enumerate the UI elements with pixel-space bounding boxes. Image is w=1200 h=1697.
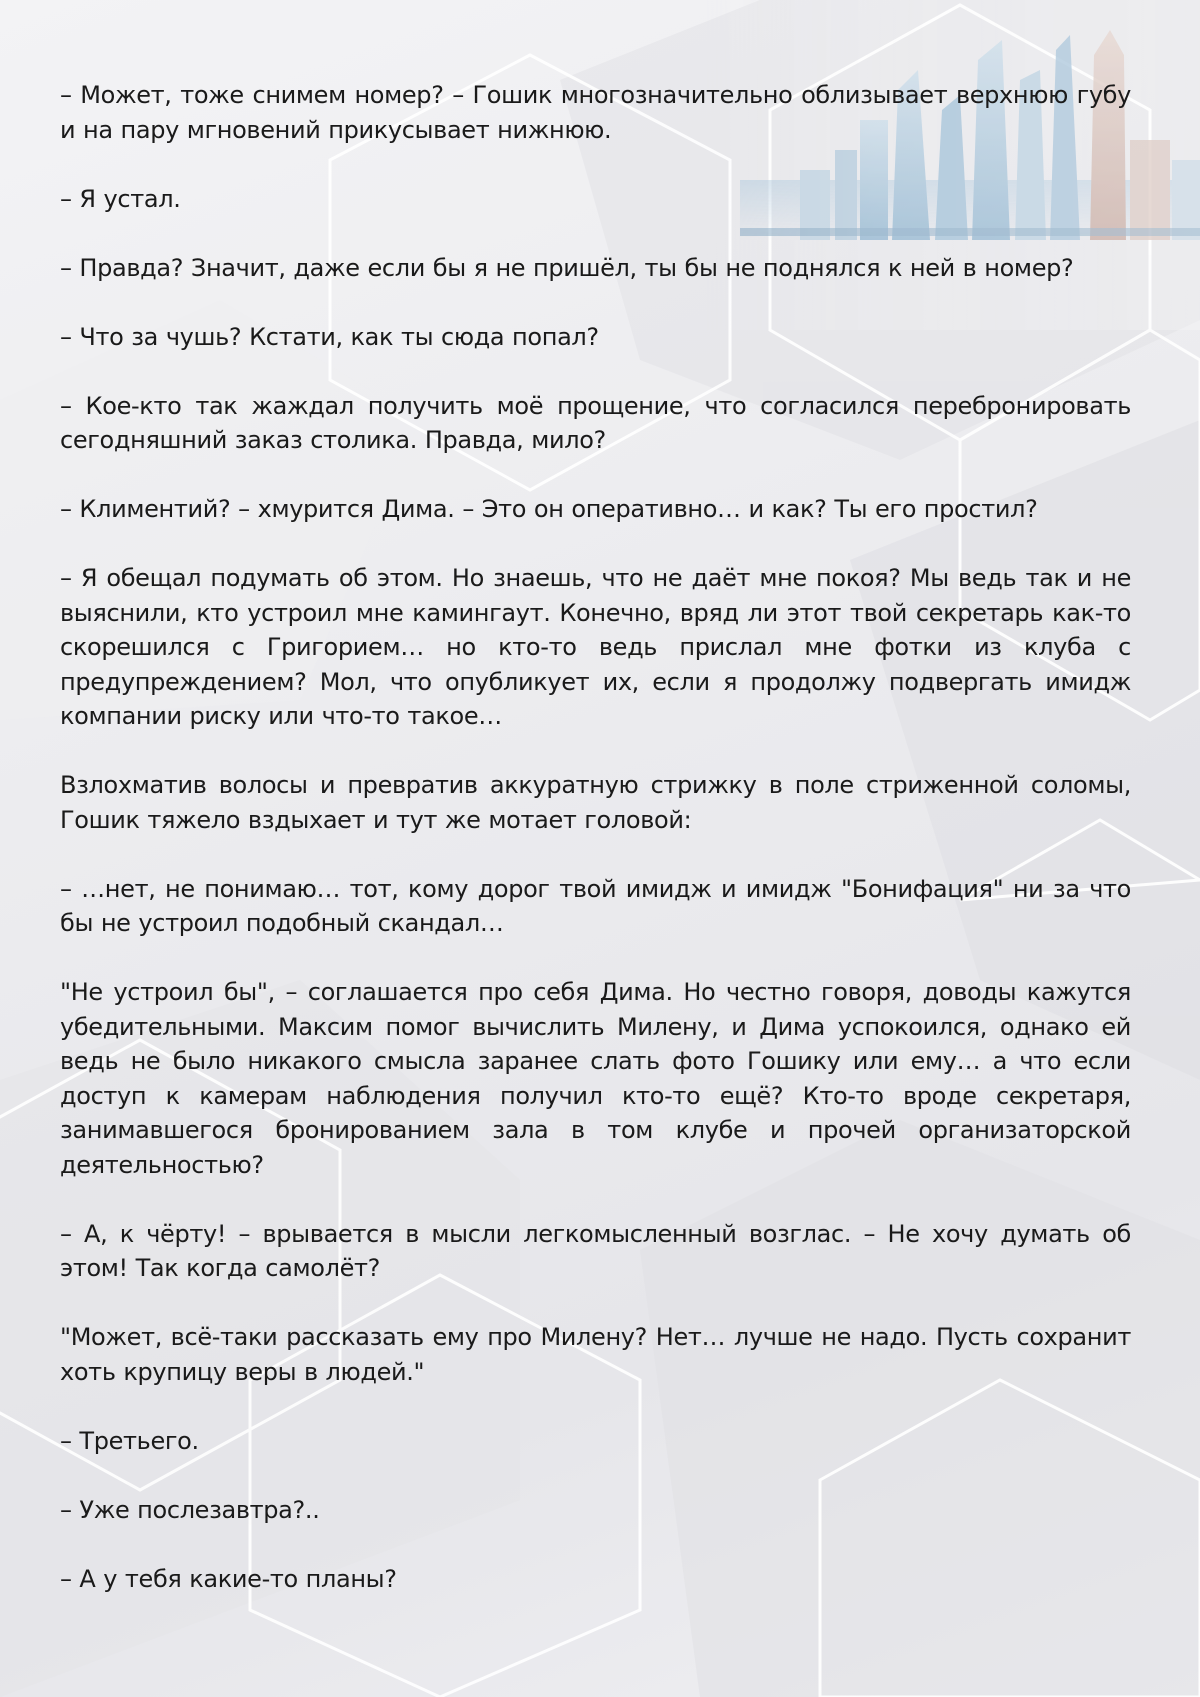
paragraph: – А, к чёрту! – врывается в мысли легкомысленный возглас. – Не хочу думать об этом! Так когда самолёт? [60, 1219, 1131, 1282]
paragraph: – Я обещал подумать об этом. Но знаешь, что не даёт мне покоя? Мы ведь так и не выяснили, кто устроил мне камингаут. Конечно, вряд ли этот твой секретарь как-то скорешился с Григорием… но кто-то ведь прислал мне фотки из клуба с предупреждением? Мол, что опубликует их, если я продолжу подвергать имидж компании риску или что-то такое… [60, 564, 1131, 730]
paragraph: – Кое-кто так жаждал получить моё прощение, что согласился перебронировать сегодняшний заказ столика. Правда, мило? [60, 391, 1131, 454]
paragraph: – Что за чушь? Кстати, как ты сюда попал? [60, 322, 599, 351]
paragraph: – А у тебя какие-то планы? [60, 1564, 397, 1593]
document-body [60, 78, 1131, 1631]
paragraph: "Не устроил бы", – соглашается про себя Дима. Но честно говоря, доводы кажутся убедительными. Максим помог вычислить Милену, и Дима успокоился, однако ей ведь не было никакого смысла заранее слать фото Гошику или ему… а что если доступ к камерам наблюдения получил кто-то ещё? Кто-то вроде секретаря, занимавшегося бронированием зала в том клубе и прочей организаторской деятельностью? [60, 978, 1131, 1179]
paragraph: – Третьего. [60, 1426, 199, 1455]
paragraph: Взлохматив волосы и превратив аккуратную стрижку в поле стриженной соломы, Гошик тяжело вздыхает и тут же мотает головой: [60, 771, 1131, 834]
paragraph: "Может, всё-таки рассказать ему про Милену? Нет… лучше не надо. Пусть сохранит хоть крупицу веры в людей." [60, 1323, 1131, 1386]
paragraph: – Климентий? – хмурится Дима. – Это он оперативно… и как? Ты его простил? [60, 495, 1038, 523]
paragraph: – Правда? Значит, даже если бы я не пришёл, ты бы не поднялся к ней в номер? [60, 253, 1074, 282]
paragraph: – Уже послезавтра?.. [60, 1495, 320, 1524]
paragraph: – Может, тоже снимем номер? – Гошик многозначительно облизывает верхнюю губу и на пару мгновений прикусывает нижнюю. [60, 81, 1131, 144]
paragraph: – Я устал. [60, 184, 181, 213]
paragraph: – …нет, не понимаю… тот, кому дорог твой имидж и имидж "Бонифация" ни за что бы не устроил подобный скандал… [60, 874, 1131, 937]
